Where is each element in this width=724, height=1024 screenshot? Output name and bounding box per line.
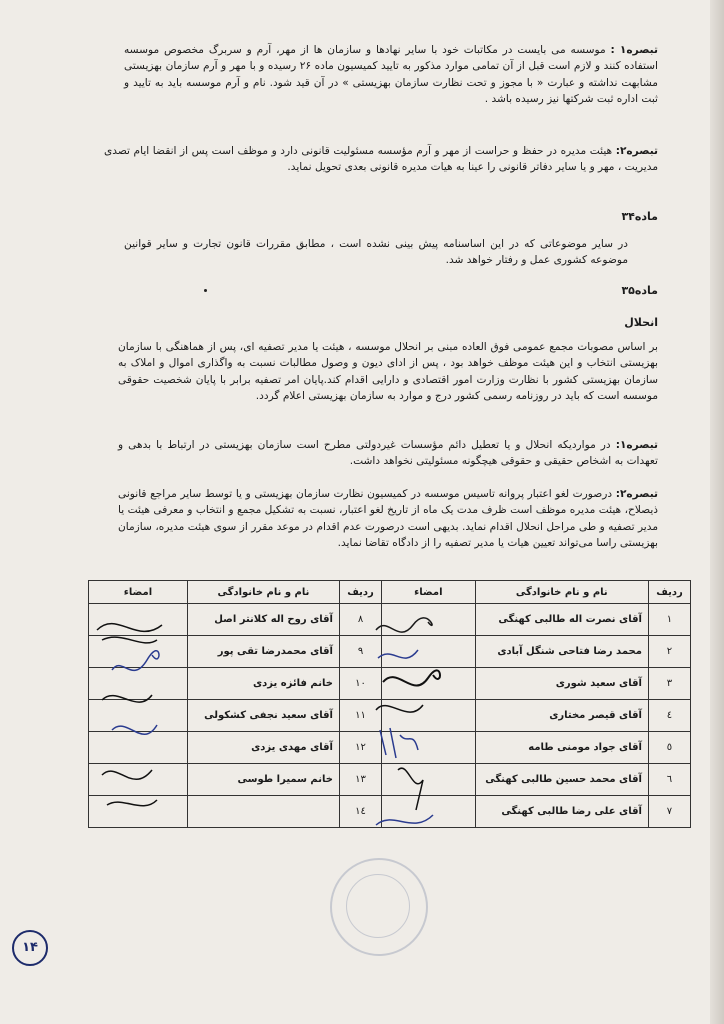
note-3 xyxy=(118,437,658,470)
row-number: ٧ xyxy=(648,796,690,828)
article-34-heading: ماده۳۴ xyxy=(621,210,658,223)
note-2 xyxy=(104,143,658,176)
member-name: آقای محمدرضا تقی پور xyxy=(187,636,339,668)
signatures-right-column xyxy=(368,610,448,840)
member-name: خانم سمیرا طوسی xyxy=(187,764,339,796)
header-sign-2: امضاء xyxy=(89,581,188,604)
stamp-inner-ring xyxy=(346,874,410,938)
member-name: آقای محمد حسین طالبی کهنگی xyxy=(475,764,648,796)
member-name: آقای سعید نجفی کشکولی xyxy=(187,700,339,732)
article-35-text: بر اساس مصوبات مجمع عمومی فوق العاده مبنی بر انحلال موسسه ، هیئت یا مدیر تصفیه ای، پس از هماهنگی با سازمان بهزیستی انتخاب و این هیئت موظف خواهد بود ، پس از ادای دیون و وصول مطالبات نسبت به واگذاری اموال و املاک به سازمان بهزیستی کشور با نظارت وزارت امور اقتصادی و دارایی اقدام کند.پایان امر تصفیه برابر با پایان شخصیت حقوقی موسسه است که باید در روزنامه رسمی کشور درج و موارد به سازمان بهزیستی اعلام گردد. xyxy=(118,341,658,403)
row-number: ٦ xyxy=(648,764,690,796)
page-edge xyxy=(710,0,724,1024)
row-number: ١٢ xyxy=(339,732,381,764)
member-name: آقای نصرت اله طالبی کهنگی xyxy=(475,604,648,636)
note-1-label: تبصره۱ : xyxy=(610,44,658,56)
organization-stamp xyxy=(330,858,428,956)
header-sign: امضاء xyxy=(382,581,476,604)
note-1-text: موسسه می بایست در مکاتبات خود با سایر نهادها و سازمان ها از مهر، آرم و سربرگ مخصوص موسسه استفاده کنند و لازم است قبل از آن تمامی موارد مذکور به تایید کمیسیون ماده ۲۶ رسیده و با مهر و آرم سازمان بهزیستی مشابهت نداشته و عبارت « با مجوز و تحت نظارت سازمان بهزیستی » در آن قید شود. نام و آرم موسسه باید به تایید و ثبت اداره ثبت شرکتها نیز رسیده باشد . xyxy=(124,44,658,106)
member-name: آقای علی رضا طالبی کهنگی xyxy=(475,796,648,828)
row-number: ٨ xyxy=(339,604,381,636)
row-number: ۳ xyxy=(648,668,690,700)
row-number: ٤ xyxy=(648,700,690,732)
member-name: آقای جواد مومنی طامه xyxy=(475,732,648,764)
row-number: ۱ xyxy=(648,604,690,636)
page-number: ۱۴ xyxy=(12,930,48,966)
member-name: خانم فائزه یزدی xyxy=(187,668,339,700)
dot-mark xyxy=(204,289,207,292)
note-3-label: تبصره۱: xyxy=(615,439,658,451)
row-number: ١٣ xyxy=(339,764,381,796)
note-2-label: تبصره۲: xyxy=(615,145,658,157)
article-35-subheading: انحلال xyxy=(624,316,658,329)
row-number: ١١ xyxy=(339,700,381,732)
header-name: نام و نام خانوادگی xyxy=(475,581,648,604)
member-name: آقای سعید شوری xyxy=(475,668,648,700)
member-name: آقای مهدی یزدی xyxy=(187,732,339,764)
member-name: آقای روح اله کلانتر اصل xyxy=(187,604,339,636)
note-4-label: تبصره۲: xyxy=(615,488,658,500)
row-number: ٩ xyxy=(339,636,381,668)
article-34-text: در سایر موضوعاتی که در این اساسنامه پیش بینی نشده است ، مطابق مقررات قانون تجارت و سایر قوانین موضوعه کشوری عمل و رفتار خواهد شد. xyxy=(124,238,628,267)
row-number: ٥ xyxy=(648,732,690,764)
note-2-text: هیئت مدیره در حفظ و حراست از مهر و آرم مؤسسه مسئولیت قانونی دارد و موظف است پس از انقضا ایام تصدی مدیریت ، مهر و یا سایر دفاتر قانونی را عینا به هیات مدیره قانونی بعدی تحویل نماید. xyxy=(104,145,658,174)
header-row-number-2: ردیف xyxy=(339,581,381,604)
row-number: ١٠ xyxy=(339,668,381,700)
note-4 xyxy=(118,486,658,552)
member-name xyxy=(187,796,339,828)
article-35-heading: ماده۳۵ xyxy=(621,284,658,297)
row-number: ١٤ xyxy=(339,796,381,828)
member-name: آقای قیصر مختاری xyxy=(475,700,648,732)
table-header-row xyxy=(89,581,691,604)
note-1 xyxy=(124,42,658,108)
header-name-2: نام و نام خانوادگی xyxy=(187,581,339,604)
signatures-left-column xyxy=(92,600,172,830)
row-number: ۲ xyxy=(648,636,690,668)
member-name: محمد رضا فتاحی شنگل آبادی xyxy=(475,636,648,668)
header-row-number: ردیف xyxy=(648,581,690,604)
note-3-text: در مواردیکه انحلال و یا تعطیل دائم مؤسسات غیردولتی مطرح است سازمان بهزیستی در ارتباط با بدهی و تعهدات به اشخاص حقیقی و حقوقی هیچگونه مسئولیتی نخواهد داشت. xyxy=(118,439,658,468)
note-4-text: درصورت لغو اعتبار پروانه تاسیس موسسه در کمیسیون نظارت سازمان بهزیستی و یا توسط سایر مراجع قانونی ذیصلاح، هیئت مدیره موظف است ظرف مدت یک ماه از تاریخ لغو اعتبار، نسبت به تشکیل مجمع و انتخاب و معرفی هیئت یا مدیر تصفیه و طی مراحل انحلال اقدام نماید. بدیهی است درصورت عدم اقدام در موعد مقرر از سوی هیئت مدیره، سازمان بهزیستی راسا می‌تواند تعیین هیات یا مدیر تصفیه را از دادگاه تقاضا نماید. xyxy=(118,488,658,550)
